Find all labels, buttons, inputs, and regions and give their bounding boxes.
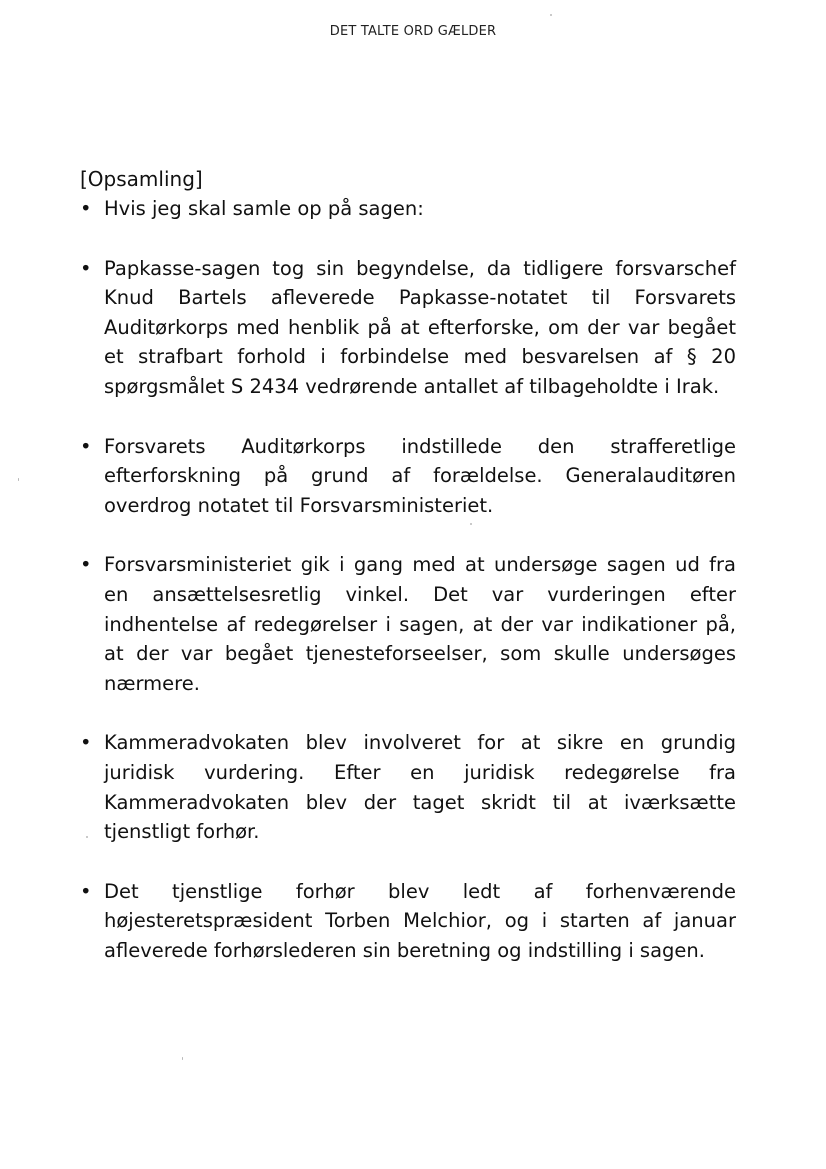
list-item-text: Forsvarsministeriet gik i gang med at undersøge sagen ud fra en ansættelsesretlig vinkel. Det var vurderingen efter indhentelse af redegørelser i sagen, at der var indikationer på, at der var begået tjenesteforseelser, som skulle undersøges nærmere. — [104, 553, 736, 695]
list-item — [80, 432, 736, 521]
bullet-icon: • — [80, 256, 92, 280]
list-item-text: Papkasse-sagen tog sin begyndelse, da tidligere forsvarschef Knud Bartels afleverede Papkasse-notatet til Forsvarets Auditørkorps med henblik på at efterforske, om der var begået et strafbart forhold i forbindelse med besvarelsen af § 20 spørgsmålet S 2434 vedrørende antallet af tilbageholdte i Irak. — [104, 256, 736, 398]
section-label: [Opsamling] — [80, 167, 203, 191]
scan-speck — [550, 14, 552, 16]
list-item-text: Hvis jeg skal samle op på sagen: — [104, 197, 424, 220]
list-item — [80, 194, 736, 224]
scan-speck — [182, 1057, 183, 1060]
bullet-icon: • — [80, 553, 92, 577]
running-header: DET TALTE ORD GÆLDER — [329, 24, 497, 39]
document-body — [80, 164, 736, 965]
scan-speck — [18, 478, 19, 481]
bullet-icon: • — [80, 434, 92, 458]
bullet-icon: • — [80, 197, 92, 220]
list-item — [80, 877, 736, 966]
scan-speck — [470, 523, 472, 525]
list-item — [80, 550, 736, 698]
scan-speck — [86, 836, 88, 838]
list-item-text: Det tjenstlige forhør blev ledt af forhenværende højesteretspræsident Torben Melchior, og i starten af januar afleverede forhørslederen sin beretning og indstilling i sagen. — [104, 879, 736, 962]
bullet-list — [80, 194, 736, 965]
list-item-text: Kammeradvokaten blev involveret for at sikre en grundig juridisk vurdering. Efter en juridisk redegørelse fra Kammeradvokaten blev der taget skridt til at iværksætte tjenstligt forhør. — [104, 731, 736, 844]
bullet-icon: • — [80, 879, 92, 903]
list-item — [80, 254, 736, 402]
bullet-icon: • — [80, 731, 92, 755]
list-item — [80, 728, 736, 846]
list-item-text: Forsvarets Auditørkorps indstillede den strafferetlige efterforskning på grund af forældelse. Generalauditøren overdrog notatet til Forsvarsministeriet. — [104, 434, 736, 517]
